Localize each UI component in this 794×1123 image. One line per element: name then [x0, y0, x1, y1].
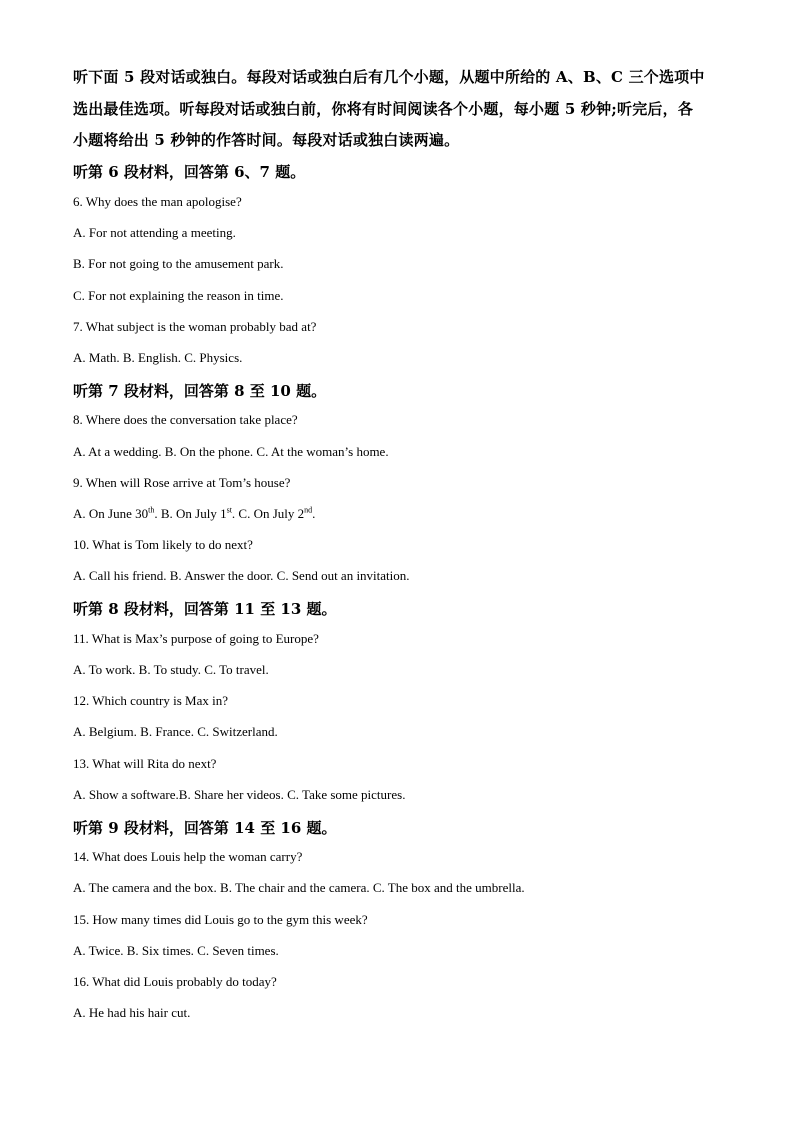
- question-16: 16. What did Louis probably do today?: [73, 974, 277, 989]
- question-13: 13. What will Rita do next?: [73, 756, 217, 771]
- question-13-options: A. Show a software.B. Share her videos. C. Take some pictures.: [73, 787, 406, 802]
- question-11: 11. What is Max’s purpose of going to Europe?: [73, 631, 319, 646]
- question-10-options: A. Call his friend. B. Answer the door. C. Send out an invitation.: [73, 568, 410, 583]
- question-9-option-c: . C. On July 2: [231, 506, 305, 521]
- question-6-option-c: C. For not explaining the reason in time.: [73, 288, 284, 303]
- question-10: 10. What is Tom likely to do next?: [73, 537, 253, 552]
- instructions-line-1: 听下面 5 段对话或独白。每段对话或独白后有几个小题，从题中所给的 A、B、C 三个选项中: [73, 68, 705, 86]
- question-14: 14. What does Louis help the woman carry?: [73, 849, 303, 864]
- instructions-line-3: 小题将给出 5 秒钟的作答时间。每段对话或独白读两遍。: [73, 131, 460, 149]
- question-6-option-a: A. For not attending a meeting.: [73, 225, 236, 240]
- question-14-options: A. The camera and the box. B. The chair and the camera. C. The box and the umbrella.: [73, 880, 525, 895]
- section-heading-8: 听第 8 段材料，回答第 11 至 13 题。: [73, 600, 337, 618]
- ordinal-suffix-nd: nd: [304, 505, 313, 515]
- section-heading-7: 听第 7 段材料，回答第 8 至 10 题。: [73, 382, 327, 400]
- question-7-options: A. Math. B. English. C. Physics.: [73, 350, 243, 365]
- question-9-options: [73, 506, 315, 522]
- question-16-option-a: A. He had his hair cut.: [73, 1005, 191, 1020]
- section-heading-9: 听第 9 段材料，回答第 14 至 16 题。: [73, 819, 337, 837]
- question-15-options: A. Twice. B. Six times. C. Seven times.: [73, 943, 279, 958]
- question-6: 6. Why does the man apologise?: [73, 194, 242, 209]
- question-11-options: A. To work. B. To study. C. To travel.: [73, 662, 269, 677]
- question-9-option-a: A. On June 30: [73, 506, 149, 521]
- question-8: 8. Where does the conversation take place?: [73, 412, 298, 427]
- ordinal-suffix-th: th: [148, 505, 155, 515]
- question-9: 9. When will Rose arrive at Tom’s house?: [73, 475, 291, 490]
- section-heading-6: 听第 6 段材料，回答第 6、7 题。: [73, 163, 306, 181]
- question-9-end: .: [312, 506, 316, 521]
- question-15: 15. How many times did Louis go to the gym this week?: [73, 912, 368, 927]
- question-8-options: A. At a wedding. B. On the phone. C. At the woman’s home.: [73, 444, 389, 459]
- question-9-option-b: . B. On July 1: [154, 506, 227, 521]
- question-12: 12. Which country is Max in?: [73, 693, 229, 708]
- question-12-options: A. Belgium. B. France. C. Switzerland.: [73, 724, 278, 739]
- question-6-option-b: B. For not going to the amusement park.: [73, 256, 284, 271]
- instructions-line-2: 选出最佳选项。听每段对话或独白前，你将有时间阅读各个小题，每小题 5 秒钟;听完后，各: [73, 100, 694, 118]
- question-7: 7. What subject is the woman probably bad at?: [73, 319, 317, 334]
- ordinal-suffix-st: st: [226, 505, 232, 515]
